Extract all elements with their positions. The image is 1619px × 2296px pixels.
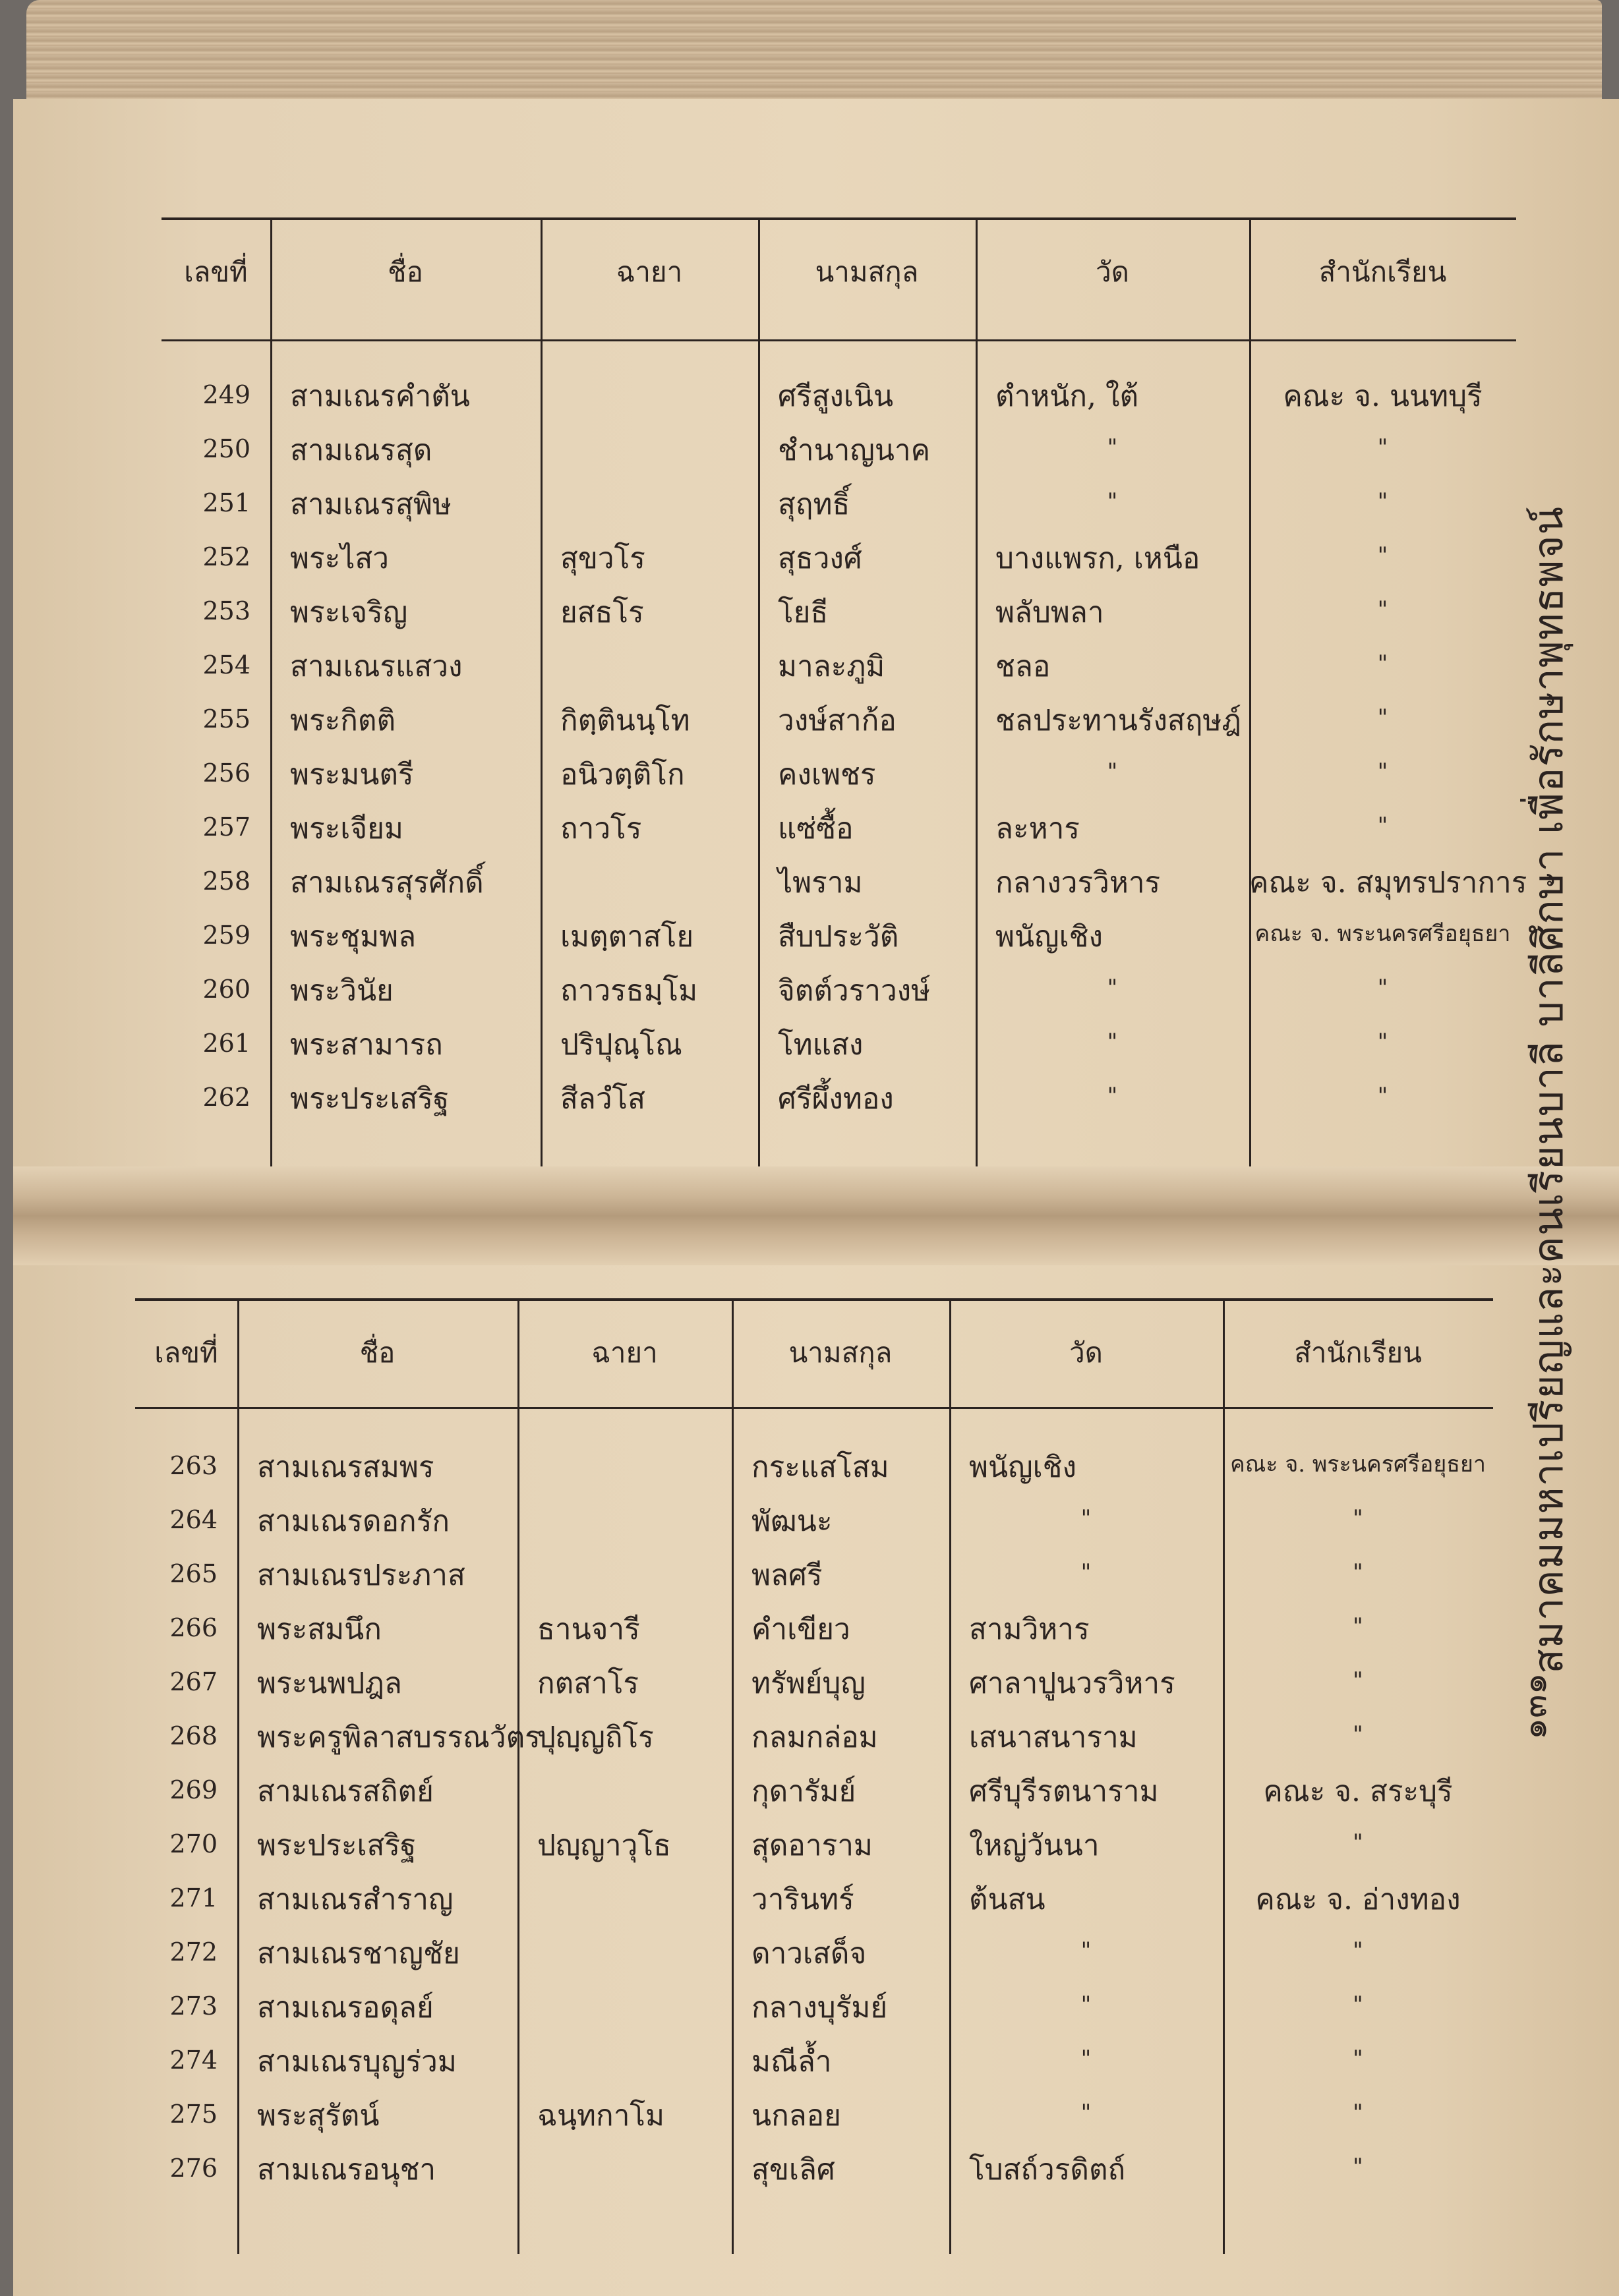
cell-alias: ถาวโร: [560, 812, 642, 846]
cell-school: ": [1353, 1505, 1363, 1532]
cell-temple: ": [1107, 488, 1118, 515]
cell-school: ": [1353, 1721, 1363, 1748]
cell-school: ": [1377, 759, 1388, 785]
cell-name: พระมนตรี: [290, 758, 414, 791]
cell-temple: พลับพลา: [995, 596, 1104, 629]
cell-temple: ": [1080, 1992, 1092, 2018]
cell-no: 270: [169, 1829, 218, 1858]
cell-surname: แซ่ซื้อ: [778, 812, 854, 846]
cell-school: ": [1377, 542, 1388, 569]
cell-surname: ทรัพย์บุญ: [751, 1667, 866, 1700]
cell-name: สามเณรชาญชัย: [257, 1937, 460, 1970]
cell-temple: ชลอ: [995, 650, 1051, 683]
cell-name: พระสามารถ: [290, 1028, 443, 1062]
cell-no: 251: [202, 488, 250, 517]
cell-school: ": [1377, 1029, 1388, 1055]
cell-surname: สืบประวัติ: [778, 920, 899, 954]
cell-surname: ศรีสูงเนิน: [778, 380, 894, 413]
cell-no: 275: [169, 2100, 218, 2129]
cell-name: สามเณรคำตัน: [290, 380, 470, 413]
cell-temple: พนัญเชิง: [995, 920, 1103, 954]
cell-name: สามเณรแสวง: [290, 650, 463, 683]
cell-surname: คงเพชร: [778, 758, 876, 791]
cell-temple: ": [1107, 434, 1118, 461]
cell-alias: ธานจารี: [537, 1613, 640, 1646]
cell-no: 256: [202, 759, 250, 788]
cell-name: สามเณรสำราญ: [257, 1883, 454, 1916]
cell-alias: อนิวตฺติโก: [560, 758, 685, 791]
cell-surname: พลศรี: [751, 1559, 823, 1592]
cell-name: พระประเสริฐ: [290, 1082, 450, 1116]
cell-temple: สามวิหาร: [969, 1613, 1090, 1646]
cell-alias: ฉนฺทกาโม: [537, 2099, 665, 2133]
cell-temple: ต้นสน: [969, 1883, 1045, 1916]
cell-temple: ": [1107, 1083, 1118, 1109]
cell-name: พระไสว: [290, 542, 389, 575]
cell-no: 260: [202, 975, 250, 1004]
cell-no: 264: [169, 1505, 218, 1534]
header-name: ชื่อ: [388, 256, 423, 288]
cell-school: ": [1353, 1829, 1363, 1856]
cell-no: 269: [169, 1775, 218, 1804]
cell-temple: ใหญ่วันนา: [969, 1829, 1100, 1862]
cell-no: 274: [169, 2046, 218, 2075]
cell-alias: ปุญฺญถิโร: [537, 1721, 654, 1754]
cell-surname: โยธี: [778, 596, 829, 629]
header-surname: นามสกุล: [788, 1336, 893, 1369]
header-temple: วัด: [1069, 1336, 1103, 1369]
page-number: ๑๓๑: [1515, 1673, 1554, 1740]
header-number: เลขที่: [154, 1336, 218, 1369]
cell-alias: ยสธโร: [560, 596, 644, 629]
cell-name: พระชุมพล: [290, 920, 417, 954]
cell-surname: สุขเลิศ: [751, 2153, 835, 2187]
cell-no: 268: [169, 1721, 218, 1750]
cell-surname: ชำนาญนาค: [778, 434, 931, 467]
column-divider: [517, 1298, 519, 2254]
cell-temple: ": [1080, 1937, 1092, 1964]
cell-no: 262: [202, 1083, 250, 1112]
cell-school: ": [1353, 1559, 1363, 1586]
cell-no: 272: [169, 1937, 218, 1966]
cell-school: ": [1353, 1613, 1363, 1640]
cell-surname: กระแสโสม: [751, 1450, 889, 1484]
cell-name: พระวินัย: [290, 974, 394, 1008]
cell-name: สามเณรดอกรัก: [257, 1505, 450, 1538]
cell-surname: นกลอย: [751, 2099, 841, 2133]
cell-no: 273: [169, 1992, 218, 2021]
cell-no: 265: [169, 1559, 218, 1588]
cell-temple: ชลประทานรังสฤษฎ์: [995, 704, 1241, 737]
cell-name: พระสมนึก: [257, 1613, 382, 1646]
cell-name: พระประเสริฐ: [257, 1829, 417, 1862]
cell-alias: กตสาโร: [537, 1667, 639, 1700]
cell-name: สามเณรบุญร่วม: [257, 2045, 457, 2079]
cell-surname: คำเขียว: [751, 1613, 850, 1646]
cell-temple: ": [1080, 1505, 1092, 1532]
cell-school: ": [1377, 1083, 1388, 1109]
header-alias: ฉายา: [591, 1336, 658, 1369]
side-title: สมาคมมหาเปรียญและคนเรียนบาลี บาลีศึกษา เพื่อรักษาพุทธพจน์: [1524, 505, 1572, 1674]
cell-temple: ละหาร: [995, 812, 1080, 846]
cell-temple: เสนาสนาราม: [969, 1721, 1138, 1754]
cell-no: 263: [169, 1451, 218, 1480]
column-divider: [732, 1298, 734, 2254]
cell-school: ": [1377, 975, 1388, 1001]
cell-school: คณะ จ. อ่างทอง: [1255, 1883, 1461, 1916]
cell-school: ": [1353, 1937, 1363, 1964]
cell-surname: จิตต์วราวงษ์: [778, 974, 931, 1008]
cell-school: คณะ จ. พระนครศรีอยุธยา: [1254, 921, 1511, 947]
cell-surname: ไพราม: [778, 866, 863, 900]
cell-no: 253: [202, 596, 250, 625]
cell-no: 276: [169, 2154, 218, 2183]
cell-name: สามเณรประภาส: [257, 1559, 465, 1592]
cell-surname: พัฒนะ: [751, 1505, 833, 1538]
cell-school: คณะ จ. สระบุรี: [1263, 1775, 1453, 1808]
cell-name: พระสุรัตน์: [257, 2099, 380, 2133]
table-top-rule: [135, 1298, 1493, 1301]
cell-alias: สีลวํโส: [560, 1082, 646, 1116]
cell-surname: วงษ์สาก้อ: [778, 704, 897, 737]
header-alias: ฉายา: [616, 256, 683, 288]
cell-surname: โทแสง: [778, 1028, 864, 1062]
cell-school: ": [1377, 704, 1388, 731]
cell-school: คณะ จ. พระนครศรีอยุธยา: [1229, 1451, 1487, 1478]
cell-name: สามเณรสถิตย์: [257, 1775, 434, 1808]
cell-surname: สุดอาราม: [751, 1829, 873, 1862]
cell-temple: ": [1107, 975, 1118, 1001]
cell-surname: มณีล้ำ: [751, 2045, 832, 2079]
cell-no: 266: [169, 1613, 218, 1642]
cell-name: สามเณรสุพิษ: [290, 488, 452, 521]
cell-surname: สุธวงศ์: [778, 542, 862, 575]
cell-temple: บางแพรก, เหนือ: [995, 542, 1200, 575]
cell-name: พระเจียม: [290, 812, 403, 846]
cell-surname: กุดารัมย์: [751, 1775, 856, 1808]
cell-school: คณะ จ. สมุทรปราการ: [1249, 866, 1527, 900]
cell-no: 249: [202, 380, 250, 409]
cell-temple: ": [1107, 1029, 1118, 1055]
cell-temple: ": [1080, 2100, 1092, 2126]
cell-school: คณะ จ. นนทบุรี: [1283, 380, 1483, 413]
cell-name: พระครูพิลาสบรรณวัตร: [257, 1721, 541, 1754]
cell-name: สามเณรสุด: [290, 434, 432, 467]
cell-temple: ": [1080, 1559, 1092, 1586]
cell-no: 254: [202, 650, 250, 679]
cell-alias: ปญฺญาวุโธ: [537, 1829, 671, 1862]
cell-school: ": [1353, 2046, 1363, 2072]
cell-no: 271: [169, 1883, 218, 1912]
cell-school: ": [1353, 2154, 1363, 2180]
header-school: สำนักเรียน: [1318, 256, 1447, 288]
header-temple: วัด: [1096, 256, 1129, 288]
cell-surname: กลางบุรัมย์: [751, 1991, 888, 2024]
cell-alias: สุขวโร: [560, 542, 645, 575]
cell-temple: ": [1107, 759, 1118, 785]
cell-temple: ตำหนัก, ใต้: [995, 380, 1139, 413]
cell-no: 252: [202, 542, 250, 571]
table-header-rule: [135, 1407, 1493, 1409]
cell-name: สามเณรอนุชา: [257, 2153, 436, 2187]
cell-no: 250: [202, 434, 250, 463]
cell-temple: ศาลาปูนวรวิหาร: [969, 1667, 1175, 1700]
cell-no: 255: [202, 704, 250, 733]
cell-alias: ปริปุณฺโณ: [560, 1028, 682, 1062]
cell-school: ": [1353, 2100, 1363, 2126]
cell-name: พระเจริญ: [290, 596, 408, 629]
cell-surname: สุฤทธิ์: [778, 488, 850, 521]
cell-no: 267: [169, 1667, 218, 1696]
cell-school: ": [1377, 596, 1388, 623]
cell-surname: มาละภูมิ: [778, 650, 885, 683]
cell-school: ": [1353, 1992, 1363, 2018]
cell-no: 257: [202, 813, 250, 842]
cell-temple: กลางวรวิหาร: [995, 866, 1161, 900]
cell-school: ": [1377, 813, 1388, 839]
column-divider: [237, 1298, 239, 2254]
cell-school: ": [1377, 650, 1388, 677]
cell-temple: ": [1080, 2046, 1092, 2072]
cell-temple: โบสถ์วรดิตถ์: [969, 2153, 1126, 2187]
cell-alias: ถาวรธมฺโม: [560, 974, 698, 1008]
cell-alias: กิตฺตินนฺโท: [560, 704, 690, 737]
cell-school: ": [1377, 488, 1388, 515]
cell-temple: พนัญเชิง: [969, 1450, 1076, 1484]
cell-no: 259: [202, 921, 250, 950]
header-school: สำนักเรียน: [1294, 1336, 1422, 1369]
cell-school: ": [1353, 1667, 1363, 1694]
cell-name: สามเณรสมพร: [257, 1450, 434, 1484]
header-number: เลขที่: [184, 256, 248, 288]
cell-alias: เมตฺตาสโย: [560, 920, 694, 954]
header-surname: นามสกุล: [815, 256, 919, 288]
cell-name: สามเณรสุรศักดิ์: [290, 866, 484, 900]
cell-name: สามเณรอดุลย์: [257, 1991, 434, 2024]
cell-no: 258: [202, 867, 250, 896]
header-name: ชื่อ: [359, 1336, 396, 1369]
cell-name: พระนพปฎล: [257, 1667, 402, 1700]
cell-no: 261: [202, 1029, 250, 1058]
cell-school: ": [1377, 434, 1388, 461]
cell-surname: ดาวเสด็จ: [751, 1937, 867, 1970]
cell-temple: ศรีบุรีรตนาราม: [969, 1775, 1159, 1808]
cell-surname: ศรีผึ้งทอง: [778, 1082, 894, 1116]
cell-surname: กลมกล่อม: [751, 1721, 878, 1754]
cell-surname: วารินทร์: [751, 1883, 854, 1916]
cell-name: พระกิตติ: [290, 704, 396, 737]
